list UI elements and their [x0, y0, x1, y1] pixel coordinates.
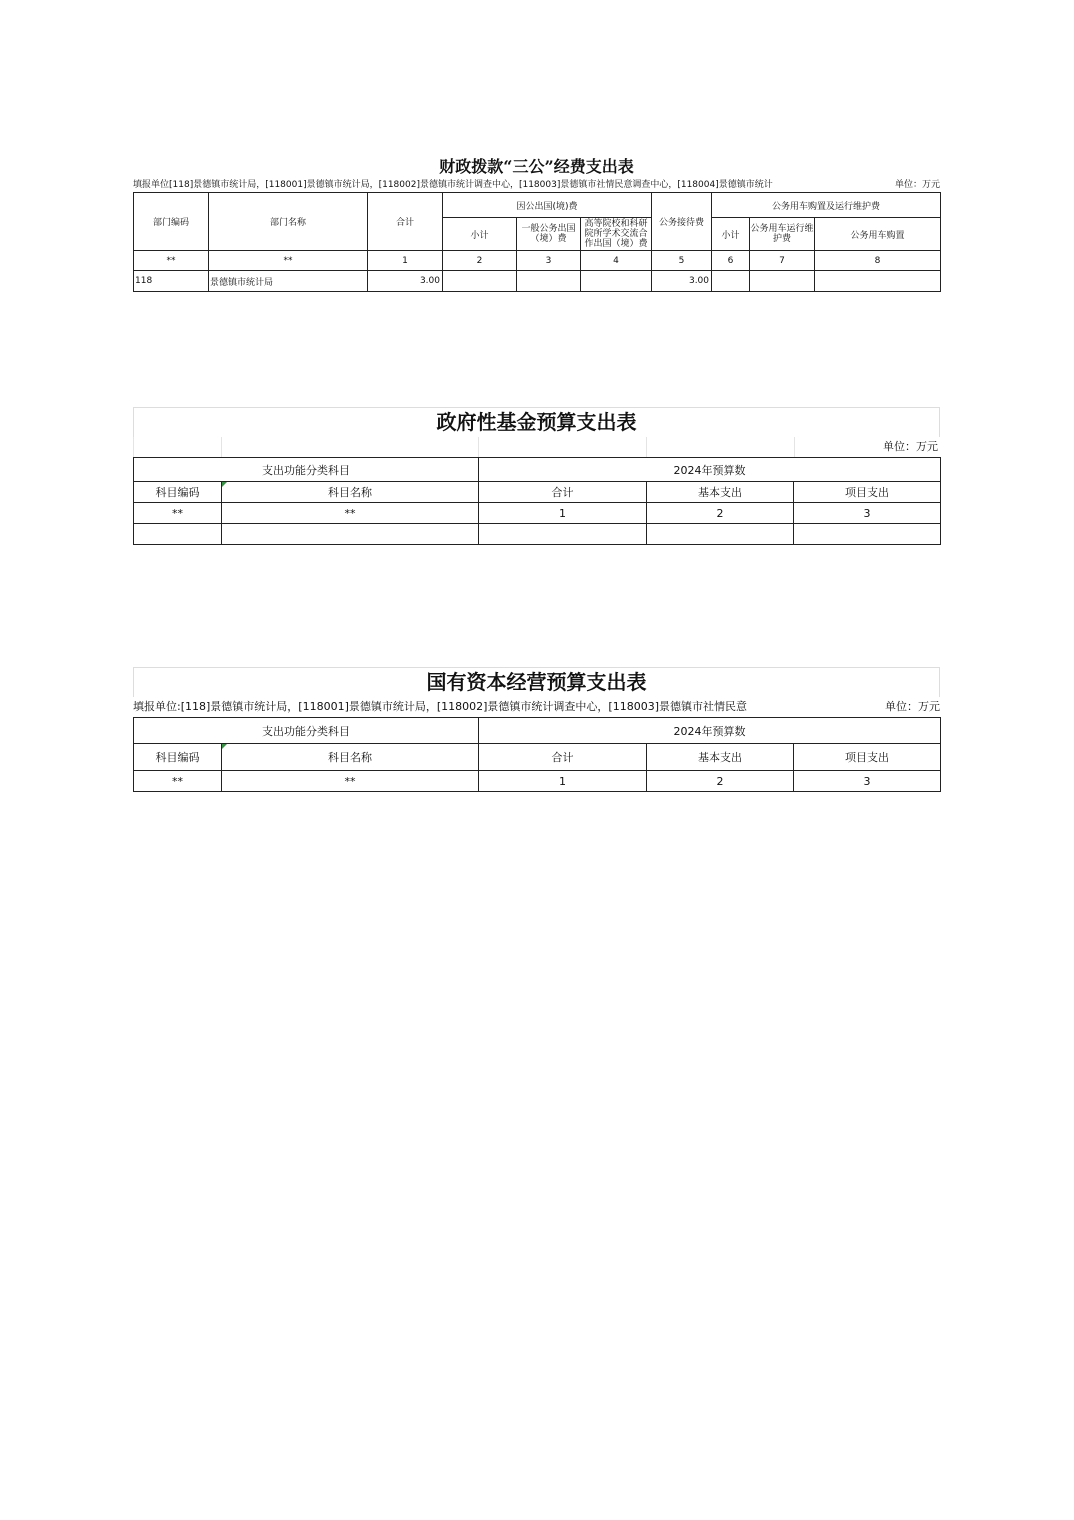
vehicle-subtotal-cell: [712, 271, 750, 292]
unit-label: 单位：万元: [883, 440, 938, 453]
empty-cell: [794, 524, 941, 545]
state-capital-budget-table: [133, 717, 941, 792]
index-cell: 1: [368, 251, 443, 271]
header-abroad-group: 因公出国(境)费: [443, 193, 652, 218]
reception-cell: 3.00: [652, 271, 712, 292]
unit-label: 单位：万元: [885, 700, 940, 713]
header-vehicle-group: 公务用车购置及运行维护费: [712, 193, 941, 218]
header-function-class: 支出功能分类科目: [134, 458, 479, 482]
header-basic-expense: 基本支出: [647, 744, 794, 771]
header-budget-year: 2024年预算数: [479, 718, 941, 744]
header-subject-name: 科目名称: [222, 482, 479, 503]
blank-grid-row: [133, 437, 940, 457]
index-cell: 3: [517, 251, 581, 271]
index-cell: **: [222, 771, 479, 792]
header-project-expense: 项目支出: [794, 482, 941, 503]
vehicle-run-cell: [750, 271, 815, 292]
empty-cell: [222, 524, 479, 545]
index-cell: **: [134, 251, 209, 271]
gov-fund-budget-table: [133, 457, 941, 545]
index-cell: 5: [652, 251, 712, 271]
header-abroad-univ: 高等院校和科研院所学术交流合作出国（境）费: [581, 218, 652, 251]
header-basic-expense: 基本支出: [647, 482, 794, 503]
header-total: 合计: [479, 744, 647, 771]
header-vehicle-subtotal: 小计: [712, 218, 750, 251]
header-dept-name: 部门名称: [209, 193, 368, 251]
dept-name-cell: 景德镇市统计局: [209, 271, 368, 292]
dept-code-cell: 118: [134, 271, 209, 292]
header-dept-code: 部门编码: [134, 193, 209, 251]
total-cell: 3.00: [368, 271, 443, 292]
abroad-general-cell: [517, 271, 581, 292]
filler-unit-text: 填报单位:[118]景德镇市统计局，[118001]景德镇市统计局，[118002]景德镇市统计调查中心，[118003]景德镇市社情民意: [133, 700, 748, 713]
abroad-univ-cell: [581, 271, 652, 292]
header-abroad-subtotal: 小计: [443, 218, 517, 251]
three-public-expense-sheet: [133, 156, 940, 292]
sheet-title: 国有资本经营预算支出表: [133, 667, 940, 697]
header-vehicle-buy: 公务用车购置: [815, 218, 941, 251]
header-budget-year: 2024年预算数: [479, 458, 941, 482]
sheet-title: 政府性基金预算支出表: [133, 407, 940, 437]
header-subject-name: 科目名称: [222, 744, 479, 771]
empty-cell: [647, 524, 794, 545]
index-cell: **: [134, 503, 222, 524]
index-cell: **: [222, 503, 479, 524]
empty-cell: [134, 524, 222, 545]
header-total: 合计: [368, 193, 443, 251]
header-function-class: 支出功能分类科目: [134, 718, 479, 744]
index-cell: 1: [479, 771, 647, 792]
header-subject-code: 科目编码: [134, 482, 222, 503]
index-cell: 2: [443, 251, 517, 271]
table-row: [134, 524, 941, 545]
state-capital-budget-sheet: [133, 667, 940, 792]
three-public-expense-table: [133, 192, 941, 292]
index-cell: 7: [750, 251, 815, 271]
header-total: 合计: [479, 482, 647, 503]
index-row: [134, 771, 941, 792]
abroad-subtotal-cell: [443, 271, 517, 292]
table-row: [134, 271, 941, 292]
header-vehicle-run: 公务用车运行维护费: [750, 218, 815, 251]
index-cell: 6: [712, 251, 750, 271]
index-cell: **: [209, 251, 368, 271]
header-subject-code: 科目编码: [134, 744, 222, 771]
index-cell: 4: [581, 251, 652, 271]
sheet-title: 财政拨款“三公”经费支出表: [439, 157, 634, 176]
gov-fund-budget-sheet: [133, 407, 940, 545]
filler-unit-text: 填报单位[118]景德镇市统计局，[118001]景德镇市统计局，[118002]景德镇市统计调查中心，[118003]景德镇市社情民意调查中心，[118004]景德镇市统计: [133, 180, 773, 190]
index-cell: 8: [815, 251, 941, 271]
index-row: [134, 503, 941, 524]
index-cell: 2: [647, 503, 794, 524]
index-cell: 3: [794, 771, 941, 792]
header-abroad-general: 一般公务出国（境）费: [517, 218, 581, 251]
index-row: [134, 251, 941, 271]
index-cell: 1: [479, 503, 647, 524]
vehicle-buy-cell: [815, 271, 941, 292]
filler-row: [133, 178, 940, 192]
unit-label: 单位：万元: [894, 180, 940, 190]
index-cell: 2: [647, 771, 794, 792]
index-cell: 3: [794, 503, 941, 524]
index-cell: **: [134, 771, 222, 792]
filler-row: [133, 697, 940, 717]
header-project-expense: 项目支出: [794, 744, 941, 771]
header-reception: 公务接待费: [652, 193, 712, 251]
empty-cell: [479, 524, 647, 545]
